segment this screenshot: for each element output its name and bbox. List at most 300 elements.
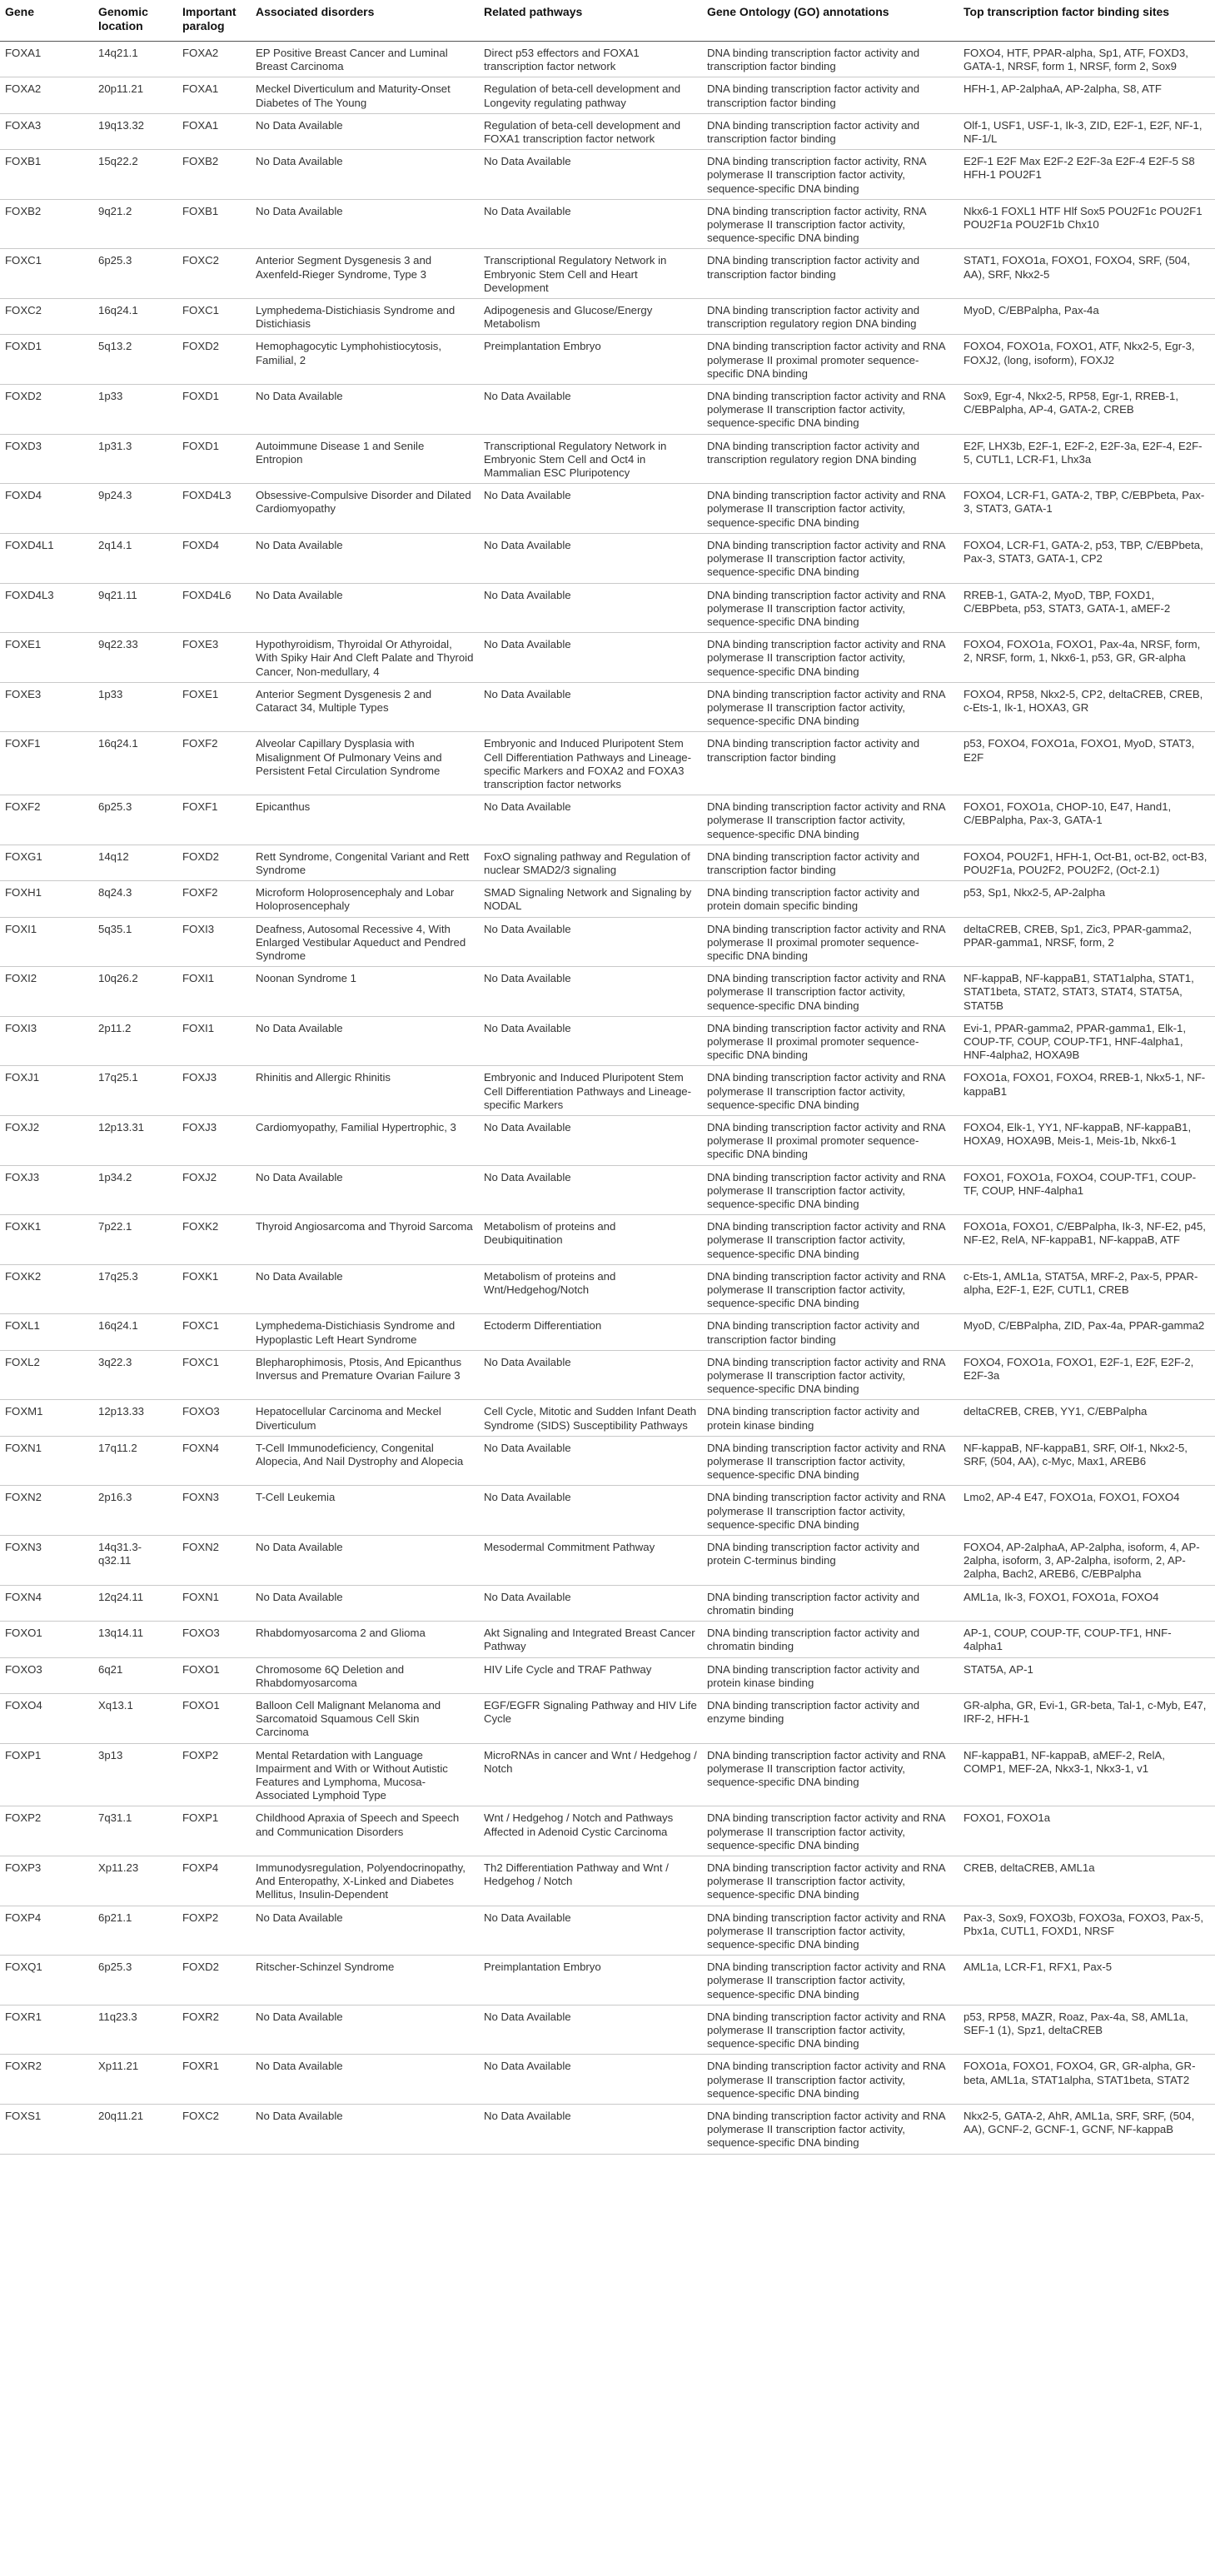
cell-associated-disorders: Cardiomyopathy, Familial Hypertrophic, 3 — [251, 1116, 479, 1166]
cell-tf-binding-sites: p53, RP58, MAZR, Roaz, Pax-4a, S8, AML1a, SEF-1 (1), Spz1, deltaCREB — [959, 2005, 1215, 2055]
cell-associated-disorders: Rhabdomyosarcoma 2 and Glioma — [251, 1622, 479, 1657]
cell-genomic-location: 3p13 — [93, 1743, 177, 1806]
cell-important-paralog: FOXC2 — [177, 249, 251, 299]
cell-genomic-location: 9p24.3 — [93, 484, 177, 534]
cell-associated-disorders: Epicanthus — [251, 795, 479, 845]
table-row — [0, 1906, 1215, 1956]
cell-associated-disorders: T-Cell Immunodeficiency, Congenital Alopecia, And Nail Dystrophy and Alopecia — [251, 1436, 479, 1486]
cell-tf-binding-sites: Nkx2-5, GATA-2, AhR, AML1a, SRF, SRF, (504, AA), GCNF-2, GCNF-1, GCNF, NF-kappaB — [959, 2104, 1215, 2154]
cell-related-pathways: Preimplantation Embryo — [479, 1956, 702, 2005]
cell-tf-binding-sites: c-Ets-1, AML1a, STAT5A, MRF-2, Pax-5, PPAR-alpha, E2F-1, E2F, CUTL1, CREB — [959, 1264, 1215, 1314]
cell-tf-binding-sites: deltaCREB, CREB, YY1, C/EBPalpha — [959, 1400, 1215, 1436]
cell-associated-disorders: Chromosome 6Q Deletion and Rhabdomyosarcoma — [251, 1657, 479, 1693]
cell-genomic-location: 2p16.3 — [93, 1486, 177, 1536]
cell-genomic-location: 9q21.2 — [93, 199, 177, 249]
cell-associated-disorders: Lymphedema-Distichiasis Syndrome and Hypoplastic Left Heart Syndrome — [251, 1314, 479, 1350]
cell-go-annotations: DNA binding transcription factor activity and RNA polymerase II transcription factor activity, sequence-specific DNA binding — [702, 1906, 959, 1956]
cell-genomic-location: 16q24.1 — [93, 732, 177, 795]
table-row — [0, 1016, 1215, 1066]
cell-go-annotations: DNA binding transcription factor activity and transcription factor binding — [702, 845, 959, 880]
cell-related-pathways: MicroRNAs in cancer and Wnt / Hedgehog / Notch — [479, 1743, 702, 1806]
cell-genomic-location: 12p13.31 — [93, 1116, 177, 1166]
cell-gene: FOXP1 — [0, 1743, 93, 1806]
cell-genomic-location: Xp11.21 — [93, 2055, 177, 2105]
cell-important-paralog: FOXC2 — [177, 2104, 251, 2154]
cell-important-paralog: FOXD1 — [177, 434, 251, 484]
cell-go-annotations: DNA binding transcription factor activity, RNA polymerase II transcription factor activity, sequence-specific DNA binding — [702, 199, 959, 249]
cell-important-paralog: FOXI3 — [177, 917, 251, 967]
cell-related-pathways: No Data Available — [479, 682, 702, 732]
cell-related-pathways: No Data Available — [479, 484, 702, 534]
header-genomic-location: Genomic location — [93, 0, 177, 42]
table-row — [0, 845, 1215, 880]
cell-important-paralog: FOXA2 — [177, 42, 251, 77]
table-row — [0, 1436, 1215, 1486]
table-row — [0, 682, 1215, 732]
cell-associated-disorders: No Data Available — [251, 150, 479, 200]
cell-go-annotations: DNA binding transcription factor activity and RNA polymerase II transcription factor activity, sequence-specific DNA binding — [702, 385, 959, 435]
cell-important-paralog: FOXD2 — [177, 1956, 251, 2005]
table-row — [0, 434, 1215, 484]
cell-go-annotations: DNA binding transcription factor activity and enzyme binding — [702, 1693, 959, 1743]
cell-related-pathways: Akt Signaling and Integrated Breast Cancer Pathway — [479, 1622, 702, 1657]
cell-related-pathways: No Data Available — [479, 967, 702, 1017]
cell-important-paralog: FOXD2 — [177, 335, 251, 385]
table-row — [0, 533, 1215, 583]
cell-related-pathways: No Data Available — [479, 583, 702, 633]
cell-gene: FOXR1 — [0, 2005, 93, 2055]
cell-associated-disorders: No Data Available — [251, 1264, 479, 1314]
cell-genomic-location: 12q24.11 — [93, 1585, 177, 1621]
cell-go-annotations: DNA binding transcription factor activity and chromatin binding — [702, 1622, 959, 1657]
cell-go-annotations: DNA binding transcription factor activity and protein C-terminus binding — [702, 1536, 959, 1586]
cell-go-annotations: DNA binding transcription factor activity and transcription factor binding — [702, 42, 959, 77]
cell-genomic-location: 19q13.32 — [93, 113, 177, 149]
table-row — [0, 2055, 1215, 2105]
cell-gene: FOXP3 — [0, 1856, 93, 1906]
cell-associated-disorders: No Data Available — [251, 2055, 479, 2105]
cell-go-annotations: DNA binding transcription factor activity and RNA polymerase II transcription factor activity, sequence-specific DNA binding — [702, 1066, 959, 1116]
cell-gene: FOXR2 — [0, 2055, 93, 2105]
cell-associated-disorders: Anterior Segment Dysgenesis 2 and Cataract 34, Multiple Types — [251, 682, 479, 732]
table-row — [0, 2104, 1215, 2154]
cell-important-paralog: FOXJ2 — [177, 1165, 251, 1215]
cell-important-paralog: FOXE1 — [177, 682, 251, 732]
cell-gene: FOXA1 — [0, 42, 93, 77]
cell-associated-disorders: Lymphedema-Distichiasis Syndrome and Distichiasis — [251, 299, 479, 335]
cell-go-annotations: DNA binding transcription factor activity and RNA polymerase II transcription factor activity, sequence-specific DNA binding — [702, 583, 959, 633]
cell-gene: FOXJ2 — [0, 1116, 93, 1166]
table-row — [0, 1856, 1215, 1906]
cell-important-paralog: FOXK2 — [177, 1215, 251, 1265]
cell-important-paralog: FOXP2 — [177, 1906, 251, 1956]
cell-associated-disorders: T-Cell Leukemia — [251, 1486, 479, 1536]
header-related-pathways: Related pathways — [479, 0, 702, 42]
table-row — [0, 335, 1215, 385]
cell-go-annotations: DNA binding transcription factor activity and RNA polymerase II transcription factor activity, sequence-specific DNA binding — [702, 1215, 959, 1265]
cell-go-annotations: DNA binding transcription factor activity and RNA polymerase II transcription factor activity, sequence-specific DNA binding — [702, 967, 959, 1017]
cell-important-paralog: FOXE3 — [177, 633, 251, 683]
cell-important-paralog: FOXO3 — [177, 1400, 251, 1436]
cell-gene: FOXF1 — [0, 732, 93, 795]
cell-go-annotations: DNA binding transcription factor activity and RNA polymerase II transcription factor activity, sequence-specific DNA binding — [702, 2005, 959, 2055]
cell-go-annotations: DNA binding transcription factor activity and protein domain specific binding — [702, 881, 959, 917]
cell-go-annotations: DNA binding transcription factor activity and RNA polymerase II transcription factor activity, sequence-specific DNA binding — [702, 1165, 959, 1215]
cell-gene: FOXM1 — [0, 1400, 93, 1436]
cell-genomic-location: Xq13.1 — [93, 1693, 177, 1743]
cell-associated-disorders: Hypothyroidism, Thyroidal Or Athyroidal, With Spiky Hair And Cleft Palate and Thyroid Cancer, Non-medullary, 4 — [251, 633, 479, 683]
cell-genomic-location: 5q35.1 — [93, 917, 177, 967]
cell-genomic-location: 11q23.3 — [93, 2005, 177, 2055]
cell-tf-binding-sites: Sox9, Egr-4, Nkx2-5, RP58, Egr-1, RREB-1, C/EBPalpha, AP-4, GATA-2, CREB — [959, 385, 1215, 435]
cell-tf-binding-sites: FOXO4, AP-2alphaA, AP-2alpha, isoform, 4, AP-2alpha, isoform, 3, AP-2alpha, isoform, 2, AP-2alpha, Bach2, AREB6, C/EBPalpha — [959, 1536, 1215, 1586]
cell-tf-binding-sites: FOXO1a, FOXO1, C/EBPalpha, Ik-3, NF-E2, p45, NF-E2, RelA, NF-kappaB1, NF-kappaB, ATF — [959, 1215, 1215, 1265]
cell-go-annotations: DNA binding transcription factor activity and RNA polymerase II transcription factor activity, sequence-specific DNA binding — [702, 1743, 959, 1806]
table-row — [0, 1657, 1215, 1693]
cell-related-pathways: SMAD Signaling Network and Signaling by NODAL — [479, 881, 702, 917]
table-row — [0, 1486, 1215, 1536]
cell-related-pathways: Mesodermal Commitment Pathway — [479, 1536, 702, 1586]
cell-gene: FOXK2 — [0, 1264, 93, 1314]
cell-go-annotations: DNA binding transcription factor activity and RNA polymerase II transcription factor activity, sequence-specific DNA binding — [702, 1856, 959, 1906]
cell-related-pathways: Regulation of beta-cell development and Longevity regulating pathway — [479, 77, 702, 113]
cell-related-pathways: No Data Available — [479, 633, 702, 683]
table-row — [0, 77, 1215, 113]
cell-tf-binding-sites: AP-1, COUP, COUP-TF, COUP-TF1, HNF-4alpha1 — [959, 1622, 1215, 1657]
cell-important-paralog: FOXI1 — [177, 967, 251, 1017]
cell-important-paralog: FOXN2 — [177, 1536, 251, 1586]
cell-tf-binding-sites: MyoD, C/EBPalpha, ZID, Pax-4a, PPAR-gamma2 — [959, 1314, 1215, 1350]
table-row — [0, 1743, 1215, 1806]
cell-genomic-location: 9q21.11 — [93, 583, 177, 633]
header-row — [0, 0, 1215, 42]
cell-go-annotations: DNA binding transcription factor activity, RNA polymerase II transcription factor activity, sequence-specific DNA binding — [702, 150, 959, 200]
cell-important-paralog: FOXC1 — [177, 299, 251, 335]
cell-tf-binding-sites: Lmo2, AP-4 E47, FOXO1a, FOXO1, FOXO4 — [959, 1486, 1215, 1536]
cell-gene: FOXG1 — [0, 845, 93, 880]
cell-genomic-location: 15q22.2 — [93, 150, 177, 200]
cell-important-paralog: FOXO1 — [177, 1693, 251, 1743]
table-row — [0, 484, 1215, 534]
header-gene: Gene — [0, 0, 93, 42]
cell-gene: FOXD3 — [0, 434, 93, 484]
cell-gene: FOXD4L3 — [0, 583, 93, 633]
cell-important-paralog: FOXI1 — [177, 1016, 251, 1066]
cell-gene: FOXI2 — [0, 967, 93, 1017]
cell-important-paralog: FOXA1 — [177, 113, 251, 149]
cell-tf-binding-sites: FOXO4, RP58, Nkx2-5, CP2, deltaCREB, CREB, c-Ets-1, Ik-1, HOXA3, GR — [959, 682, 1215, 732]
cell-important-paralog: FOXF1 — [177, 795, 251, 845]
cell-important-paralog: FOXK1 — [177, 1264, 251, 1314]
cell-go-annotations: DNA binding transcription factor activity and RNA polymerase II transcription factor activity, sequence-specific DNA binding — [702, 1806, 959, 1856]
cell-important-paralog: FOXC1 — [177, 1314, 251, 1350]
cell-go-annotations: DNA binding transcription factor activity and RNA polymerase II transcription factor activity, sequence-specific DNA binding — [702, 1956, 959, 2005]
cell-related-pathways: Th2 Differentiation Pathway and Wnt / Hedgehog / Notch — [479, 1856, 702, 1906]
cell-genomic-location: 16q24.1 — [93, 1314, 177, 1350]
cell-associated-disorders: Microform Holoprosencephaly and Lobar Holoprosencephaly — [251, 881, 479, 917]
cell-gene: FOXQ1 — [0, 1956, 93, 2005]
table-row — [0, 150, 1215, 200]
cell-gene: FOXN1 — [0, 1436, 93, 1486]
cell-associated-disorders: Rhinitis and Allergic Rhinitis — [251, 1066, 479, 1116]
cell-gene: FOXD2 — [0, 385, 93, 435]
cell-genomic-location: 6p25.3 — [93, 795, 177, 845]
cell-associated-disorders: Anterior Segment Dysgenesis 3 and Axenfeld-Rieger Syndrome, Type 3 — [251, 249, 479, 299]
cell-genomic-location: 17q25.1 — [93, 1066, 177, 1116]
cell-related-pathways: No Data Available — [479, 533, 702, 583]
cell-related-pathways: Wnt / Hedgehog / Notch and Pathways Affected in Adenoid Cystic Carcinoma — [479, 1806, 702, 1856]
cell-associated-disorders: No Data Available — [251, 533, 479, 583]
cell-important-paralog: FOXF2 — [177, 881, 251, 917]
cell-tf-binding-sites: FOXO4, Elk-1, YY1, NF-kappaB, NF-kappaB1, HOXA9, HOXA9B, Meis-1, Meis-1b, Nkx6-1 — [959, 1116, 1215, 1166]
cell-genomic-location: 6p25.3 — [93, 249, 177, 299]
cell-tf-binding-sites: Evi-1, PPAR-gamma2, PPAR-gamma1, Elk-1, COUP-TF, COUP, COUP-TF1, HNF-4alpha1, HNF-4alpha2, HOXA9B — [959, 1016, 1215, 1066]
cell-associated-disorders: Childhood Apraxia of Speech and Speech and Communication Disorders — [251, 1806, 479, 1856]
cell-important-paralog: FOXR1 — [177, 2055, 251, 2105]
cell-important-paralog: FOXD4 — [177, 533, 251, 583]
table-row — [0, 1350, 1215, 1400]
cell-important-paralog: FOXP4 — [177, 1856, 251, 1906]
cell-go-annotations: DNA binding transcription factor activity and RNA polymerase II transcription factor activity, sequence-specific DNA binding — [702, 2104, 959, 2154]
table-row — [0, 249, 1215, 299]
cell-tf-binding-sites: FOXO1a, FOXO1, FOXO4, GR, GR-alpha, GR-beta, AML1a, STAT1alpha, STAT1beta, STAT2 — [959, 2055, 1215, 2105]
table-row — [0, 2005, 1215, 2055]
cell-related-pathways: Metabolism of proteins and Deubiquitination — [479, 1215, 702, 1265]
cell-associated-disorders: No Data Available — [251, 1906, 479, 1956]
cell-associated-disorders: No Data Available — [251, 583, 479, 633]
cell-associated-disorders: No Data Available — [251, 199, 479, 249]
cell-gene: FOXL1 — [0, 1314, 93, 1350]
cell-important-paralog: FOXJ3 — [177, 1116, 251, 1166]
cell-important-paralog: FOXD4L3 — [177, 484, 251, 534]
cell-related-pathways: Embryonic and Induced Pluripotent Stem Cell Differentiation Pathways and Lineage-specific Markers — [479, 1066, 702, 1116]
table-row — [0, 1165, 1215, 1215]
cell-genomic-location: 6q21 — [93, 1657, 177, 1693]
cell-related-pathways: Transcriptional Regulatory Network in Embryonic Stem Cell and Oct4 in Mammalian ESC Pluripotency — [479, 434, 702, 484]
cell-associated-disorders: Alveolar Capillary Dysplasia with Misalignment Of Pulmonary Veins and Persistent Fetal Circulation Syndrome — [251, 732, 479, 795]
cell-go-annotations: DNA binding transcription factor activity and RNA polymerase II transcription factor activity, sequence-specific DNA binding — [702, 1350, 959, 1400]
table-row — [0, 917, 1215, 967]
cell-related-pathways: Metabolism of proteins and Wnt/Hedgehog/Notch — [479, 1264, 702, 1314]
cell-gene: FOXN3 — [0, 1536, 93, 1586]
cell-associated-disorders: Ritscher-Schinzel Syndrome — [251, 1956, 479, 2005]
table-row — [0, 1264, 1215, 1314]
cell-important-paralog: FOXD1 — [177, 385, 251, 435]
table-row — [0, 1215, 1215, 1265]
cell-gene: FOXE3 — [0, 682, 93, 732]
cell-related-pathways: No Data Available — [479, 1585, 702, 1621]
table-row — [0, 1314, 1215, 1350]
cell-related-pathways: No Data Available — [479, 1016, 702, 1066]
cell-associated-disorders: Noonan Syndrome 1 — [251, 967, 479, 1017]
cell-genomic-location: 16q24.1 — [93, 299, 177, 335]
cell-tf-binding-sites: Nkx6-1 FOXL1 HTF Hlf Sox5 POU2F1c POU2F1 POU2F1a POU2F1b Chx10 — [959, 199, 1215, 249]
cell-related-pathways: No Data Available — [479, 2055, 702, 2105]
cell-gene: FOXO1 — [0, 1622, 93, 1657]
table-row — [0, 1536, 1215, 1586]
cell-associated-disorders: Rett Syndrome, Congenital Variant and Rett Syndrome — [251, 845, 479, 880]
cell-important-paralog: FOXN4 — [177, 1436, 251, 1486]
cell-genomic-location: 9q22.33 — [93, 633, 177, 683]
cell-related-pathways: Ectoderm Differentiation — [479, 1314, 702, 1350]
cell-go-annotations: DNA binding transcription factor activity and RNA polymerase II transcription factor activity, sequence-specific DNA binding — [702, 682, 959, 732]
cell-associated-disorders: No Data Available — [251, 1536, 479, 1586]
cell-tf-binding-sites: FOXO1a, FOXO1, FOXO4, RREB-1, Nkx5-1, NF-kappaB1 — [959, 1066, 1215, 1116]
cell-associated-disorders: Balloon Cell Malignant Melanoma and Sarcomatoid Squamous Cell Skin Carcinoma — [251, 1693, 479, 1743]
cell-associated-disorders: No Data Available — [251, 1165, 479, 1215]
cell-genomic-location: 14q21.1 — [93, 42, 177, 77]
cell-important-paralog: FOXB1 — [177, 199, 251, 249]
cell-tf-binding-sites: AML1a, LCR-F1, RFX1, Pax-5 — [959, 1956, 1215, 2005]
table-row — [0, 1116, 1215, 1166]
cell-go-annotations: DNA binding transcription factor activity and protein kinase binding — [702, 1400, 959, 1436]
cell-related-pathways: No Data Available — [479, 917, 702, 967]
table-row — [0, 795, 1215, 845]
table-header — [0, 0, 1215, 42]
cell-tf-binding-sites: FOXO4, HTF, PPAR-alpha, Sp1, ATF, FOXD3, GATA-1, NRSF, form 1, NRSF, form 2, Sox9 — [959, 42, 1215, 77]
cell-tf-binding-sites: MyoD, C/EBPalpha, Pax-4a — [959, 299, 1215, 335]
cell-genomic-location: 13q14.11 — [93, 1622, 177, 1657]
cell-related-pathways: Cell Cycle, Mitotic and Sudden Infant Death Syndrome (SIDS) Susceptibility Pathways — [479, 1400, 702, 1436]
cell-gene: FOXK1 — [0, 1215, 93, 1265]
cell-genomic-location: 3q22.3 — [93, 1350, 177, 1400]
table-body — [0, 42, 1215, 2155]
cell-go-annotations: DNA binding transcription factor activity and transcription factor binding — [702, 1314, 959, 1350]
cell-associated-disorders: EP Positive Breast Cancer and Luminal Breast Carcinoma — [251, 42, 479, 77]
cell-related-pathways: No Data Available — [479, 150, 702, 200]
cell-go-annotations: DNA binding transcription factor activity and RNA polymerase II transcription factor activity, sequence-specific DNA binding — [702, 795, 959, 845]
cell-go-annotations: DNA binding transcription factor activity and RNA polymerase II proximal promoter sequence-specific DNA binding — [702, 1016, 959, 1066]
cell-related-pathways: No Data Available — [479, 199, 702, 249]
cell-tf-binding-sites: deltaCREB, CREB, Sp1, Zic3, PPAR-gamma2, PPAR-gamma1, NRSF, form, 2 — [959, 917, 1215, 967]
cell-tf-binding-sites: FOXO1, FOXO1a — [959, 1806, 1215, 1856]
cell-genomic-location: 17q11.2 — [93, 1436, 177, 1486]
cell-associated-disorders: Hepatocellular Carcinoma and Meckel Diverticulum — [251, 1400, 479, 1436]
table-row — [0, 1693, 1215, 1743]
header-associated-disorders: Associated disorders — [251, 0, 479, 42]
cell-gene: FOXN4 — [0, 1585, 93, 1621]
cell-genomic-location: 20p11.21 — [93, 77, 177, 113]
cell-genomic-location: 10q26.2 — [93, 967, 177, 1017]
cell-genomic-location: 7p22.1 — [93, 1215, 177, 1265]
cell-tf-binding-sites: FOXO4, FOXO1a, FOXO1, ATF, Nkx2-5, Egr-3, FOXJ2, (long, isoform), FOXJ2 — [959, 335, 1215, 385]
cell-tf-binding-sites: E2F-1 E2F Max E2F-2 E2F-3a E2F-4 E2F-5 S8 HFH-1 POU2F1 — [959, 150, 1215, 200]
table-row — [0, 881, 1215, 917]
cell-related-pathways: EGF/EGFR Signaling Pathway and HIV Life Cycle — [479, 1693, 702, 1743]
cell-genomic-location: 1p33 — [93, 385, 177, 435]
cell-related-pathways: No Data Available — [479, 795, 702, 845]
cell-go-annotations: DNA binding transcription factor activity and transcription factor binding — [702, 113, 959, 149]
cell-genomic-location: 6p21.1 — [93, 1906, 177, 1956]
cell-tf-binding-sites: RREB-1, GATA-2, MyoD, TBP, FOXD1, C/EBPbeta, p53, STAT3, GATA-1, aMEF-2 — [959, 583, 1215, 633]
table-row — [0, 1806, 1215, 1856]
cell-tf-binding-sites: NF-kappaB, NF-kappaB1, SRF, Olf-1, Nkx2-5, SRF, (504, AA), c-Myc, Max1, AREB6 — [959, 1436, 1215, 1486]
cell-genomic-location: 6p25.3 — [93, 1956, 177, 2005]
cell-important-paralog: FOXJ3 — [177, 1066, 251, 1116]
cell-gene: FOXD1 — [0, 335, 93, 385]
cell-tf-binding-sites: FOXO1, FOXO1a, CHOP-10, E47, Hand1, C/EBPalpha, Pax-3, GATA-1 — [959, 795, 1215, 845]
cell-gene: FOXP4 — [0, 1906, 93, 1956]
cell-gene: FOXO4 — [0, 1693, 93, 1743]
cell-genomic-location: 20q11.21 — [93, 2104, 177, 2154]
cell-gene: FOXB2 — [0, 199, 93, 249]
header-important-paralog: Important paralog — [177, 0, 251, 42]
cell-related-pathways: No Data Available — [479, 1486, 702, 1536]
cell-go-annotations: DNA binding transcription factor activity and RNA polymerase II proximal promoter sequence-specific DNA binding — [702, 1116, 959, 1166]
cell-tf-binding-sites: STAT1, FOXO1a, FOXO1, FOXO4, SRF, (504, AA), SRF, Nkx2-5 — [959, 249, 1215, 299]
cell-genomic-location: 2p11.2 — [93, 1016, 177, 1066]
cell-gene: FOXE1 — [0, 633, 93, 683]
cell-related-pathways: Embryonic and Induced Pluripotent Stem Cell Differentiation Pathways and Lineage-specific Markers and FOXA2 and FOXA3 transcription factor networks — [479, 732, 702, 795]
cell-tf-binding-sites: STAT5A, AP-1 — [959, 1657, 1215, 1693]
cell-associated-disorders: Thyroid Angiosarcoma and Thyroid Sarcoma — [251, 1215, 479, 1265]
table-row — [0, 732, 1215, 795]
cell-related-pathways: HIV Life Cycle and TRAF Pathway — [479, 1657, 702, 1693]
cell-important-paralog: FOXN3 — [177, 1486, 251, 1536]
cell-related-pathways: No Data Available — [479, 1906, 702, 1956]
cell-related-pathways: No Data Available — [479, 385, 702, 435]
cell-go-annotations: DNA binding transcription factor activity and RNA polymerase II transcription factor activity, sequence-specific DNA binding — [702, 1264, 959, 1314]
cell-gene: FOXL2 — [0, 1350, 93, 1400]
table-row — [0, 199, 1215, 249]
cell-go-annotations: DNA binding transcription factor activity and transcription regulatory region DNA binding — [702, 434, 959, 484]
cell-important-paralog: FOXP2 — [177, 1743, 251, 1806]
cell-go-annotations: DNA binding transcription factor activity and RNA polymerase II transcription factor activity, sequence-specific DNA binding — [702, 1436, 959, 1486]
cell-related-pathways: Adipogenesis and Glucose/Energy Metabolism — [479, 299, 702, 335]
cell-associated-disorders: No Data Available — [251, 1016, 479, 1066]
cell-gene: FOXD4L1 — [0, 533, 93, 583]
cell-genomic-location: 17q25.3 — [93, 1264, 177, 1314]
cell-genomic-location: 1p34.2 — [93, 1165, 177, 1215]
table-row — [0, 583, 1215, 633]
cell-associated-disorders: No Data Available — [251, 1585, 479, 1621]
cell-gene: FOXJ1 — [0, 1066, 93, 1116]
cell-tf-binding-sites: Olf-1, USF1, USF-1, Ik-3, ZID, E2F-1, E2F, NF-1, NF-1/L — [959, 113, 1215, 149]
cell-associated-disorders: No Data Available — [251, 2104, 479, 2154]
cell-gene: FOXD4 — [0, 484, 93, 534]
cell-important-paralog: FOXD2 — [177, 845, 251, 880]
cell-related-pathways: No Data Available — [479, 1436, 702, 1486]
cell-go-annotations: DNA binding transcription factor activity and RNA polymerase II transcription factor activity, sequence-specific DNA binding — [702, 1486, 959, 1536]
cell-related-pathways: No Data Available — [479, 1165, 702, 1215]
cell-genomic-location: Xp11.23 — [93, 1856, 177, 1906]
table-row — [0, 1956, 1215, 2005]
cell-important-paralog: FOXN1 — [177, 1585, 251, 1621]
table-row — [0, 113, 1215, 149]
cell-related-pathways: No Data Available — [479, 1116, 702, 1166]
cell-go-annotations: DNA binding transcription factor activity and RNA polymerase II transcription factor activity, sequence-specific DNA binding — [702, 633, 959, 683]
cell-tf-binding-sites: FOXO4, FOXO1a, FOXO1, E2F-1, E2F, E2F-2, E2F-3a — [959, 1350, 1215, 1400]
cell-go-annotations: DNA binding transcription factor activity and transcription regulatory region DNA binding — [702, 299, 959, 335]
cell-gene: FOXB1 — [0, 150, 93, 200]
cell-gene: FOXH1 — [0, 881, 93, 917]
cell-gene: FOXI3 — [0, 1016, 93, 1066]
cell-tf-binding-sites: Pax-3, Sox9, FOXO3b, FOXO3a, FOXO3, Pax-5, Pbx1a, CUTL1, FOXD1, NRSF — [959, 1906, 1215, 1956]
cell-genomic-location: 14q31.3-q32.11 — [93, 1536, 177, 1586]
cell-tf-binding-sites: FOXO4, LCR-F1, GATA-2, p53, TBP, C/EBPbeta, Pax-3, STAT3, GATA-1, CP2 — [959, 533, 1215, 583]
table-row — [0, 633, 1215, 683]
cell-gene: FOXC2 — [0, 299, 93, 335]
cell-related-pathways: No Data Available — [479, 2104, 702, 2154]
cell-important-paralog: FOXF2 — [177, 732, 251, 795]
cell-related-pathways: Preimplantation Embryo — [479, 335, 702, 385]
cell-gene: FOXA3 — [0, 113, 93, 149]
cell-gene: FOXF2 — [0, 795, 93, 845]
table-row — [0, 385, 1215, 435]
header-tf-binding-sites: Top transcription factor binding sites — [959, 0, 1215, 42]
cell-genomic-location: 14q12 — [93, 845, 177, 880]
cell-gene: FOXP2 — [0, 1806, 93, 1856]
